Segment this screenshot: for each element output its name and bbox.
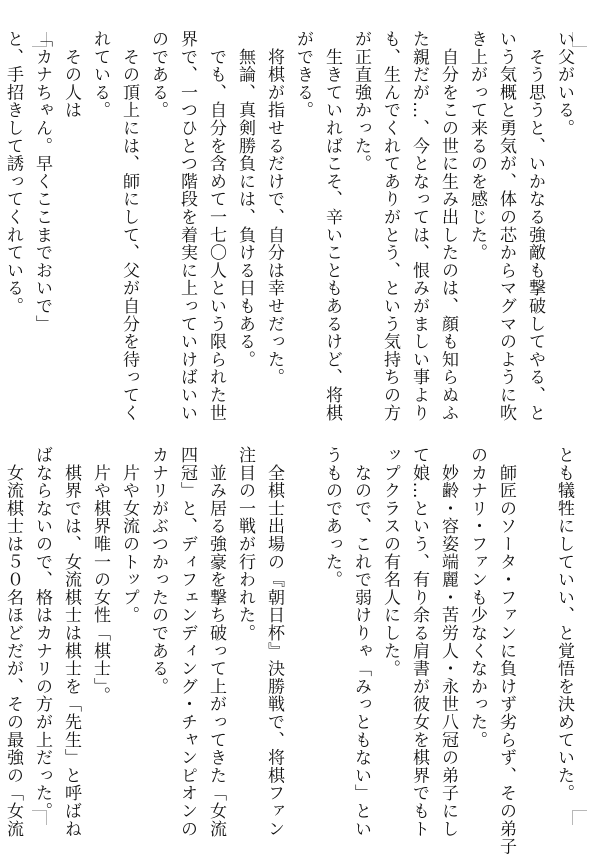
top-text-block [3,30,578,422]
text-column: 自分をこの世に生み出したのは、顔も知らぬふ [438,30,458,422]
text-column: その頂上には、師にして、父が自分を待ってく [119,30,139,422]
text-column: も、生んでくれてありがとう、という気持ちの方 [380,30,400,422]
text-column: そう思うと、いかなる強敵も撃破してやる、と [525,30,545,422]
text-column: 界で、一つひとつ階段を着実に上っていけばいい [177,30,197,422]
text-column: き上がって来るのを感じた。 [467,30,487,262]
text-column: でも、自分を含めて一七〇人という限られた世 [206,30,226,422]
text-column: 四冠」と、ディフェンディング・チャンピオンの [177,446,197,838]
text-column: れている。 [90,30,110,119]
text-column: 妙齢・容姿端麗・苦労人・永世八冠の弟子にし [438,446,458,838]
text-column [520,446,549,821]
text-column: カナリがぶつかったのである。 [148,446,168,696]
text-column: た親だが…、今となっては、恨みがましい事より [409,30,429,422]
text-column: ができる。 [293,30,313,119]
text-column: 「カナちゃん。早くここまでおいで」 [32,30,52,333]
text-column: 女流棋士は５０名ほどだが、その最強の「女流 [3,446,23,838]
bottom-text-block [3,446,578,855]
text-column: 無論、真剣勝負には、負ける日もある。 [235,30,255,369]
text-column: と、手招きして誘ってくれている。 [3,30,23,315]
text-column: 片や棋界唯一の女性「棋士」。 [90,446,110,705]
text-column: 将棋が指せるだけで、自分は幸せだった。 [264,30,284,386]
text-column: 生きていればこそ、辛いこともあるけど、将棋 [322,30,342,422]
text-column: いう気概と勇気が、体の芯からマグマのように吹 [496,30,516,422]
text-column: 全棋士出場の『朝日杯』決勝戦で、将棋ファン [264,446,284,838]
text-column: とも犠牲にしていい、と覚悟を決めていた。 [554,446,574,802]
text-column [288,446,317,821]
text-column: 注目の一戦が行われた。 [235,446,255,642]
text-column: ップクラスの有名人にした。 [380,446,400,678]
text-column: 師匠のソータ・ファンに負けず劣らず、その弟子 [496,446,516,855]
text-column: のカナリ・ファンも少なくなかった。 [467,446,487,749]
text-column: のである。 [148,30,168,119]
text-column: 片や女流のトップ。 [119,446,139,624]
text-column: その人は [61,30,81,119]
text-column: い父がいる。 [554,30,574,137]
text-column: 並み居る強豪を撃ち破って上がってきた「女流 [206,446,226,838]
text-column: うものであった。 [322,446,342,589]
text-column: ばならないので、格はカナリの方が上だった。 [32,446,52,820]
text-column: て娘…という、有り余る肩書が彼女を棋界でもト [409,446,429,838]
text-column: なので、これで弱けりゃ「みっともない」とい [351,446,371,838]
text-column: が正直強かった。 [351,30,371,173]
text-column: 棋界では、女流棋士は棋士を「先生」と呼ばね [61,446,81,838]
